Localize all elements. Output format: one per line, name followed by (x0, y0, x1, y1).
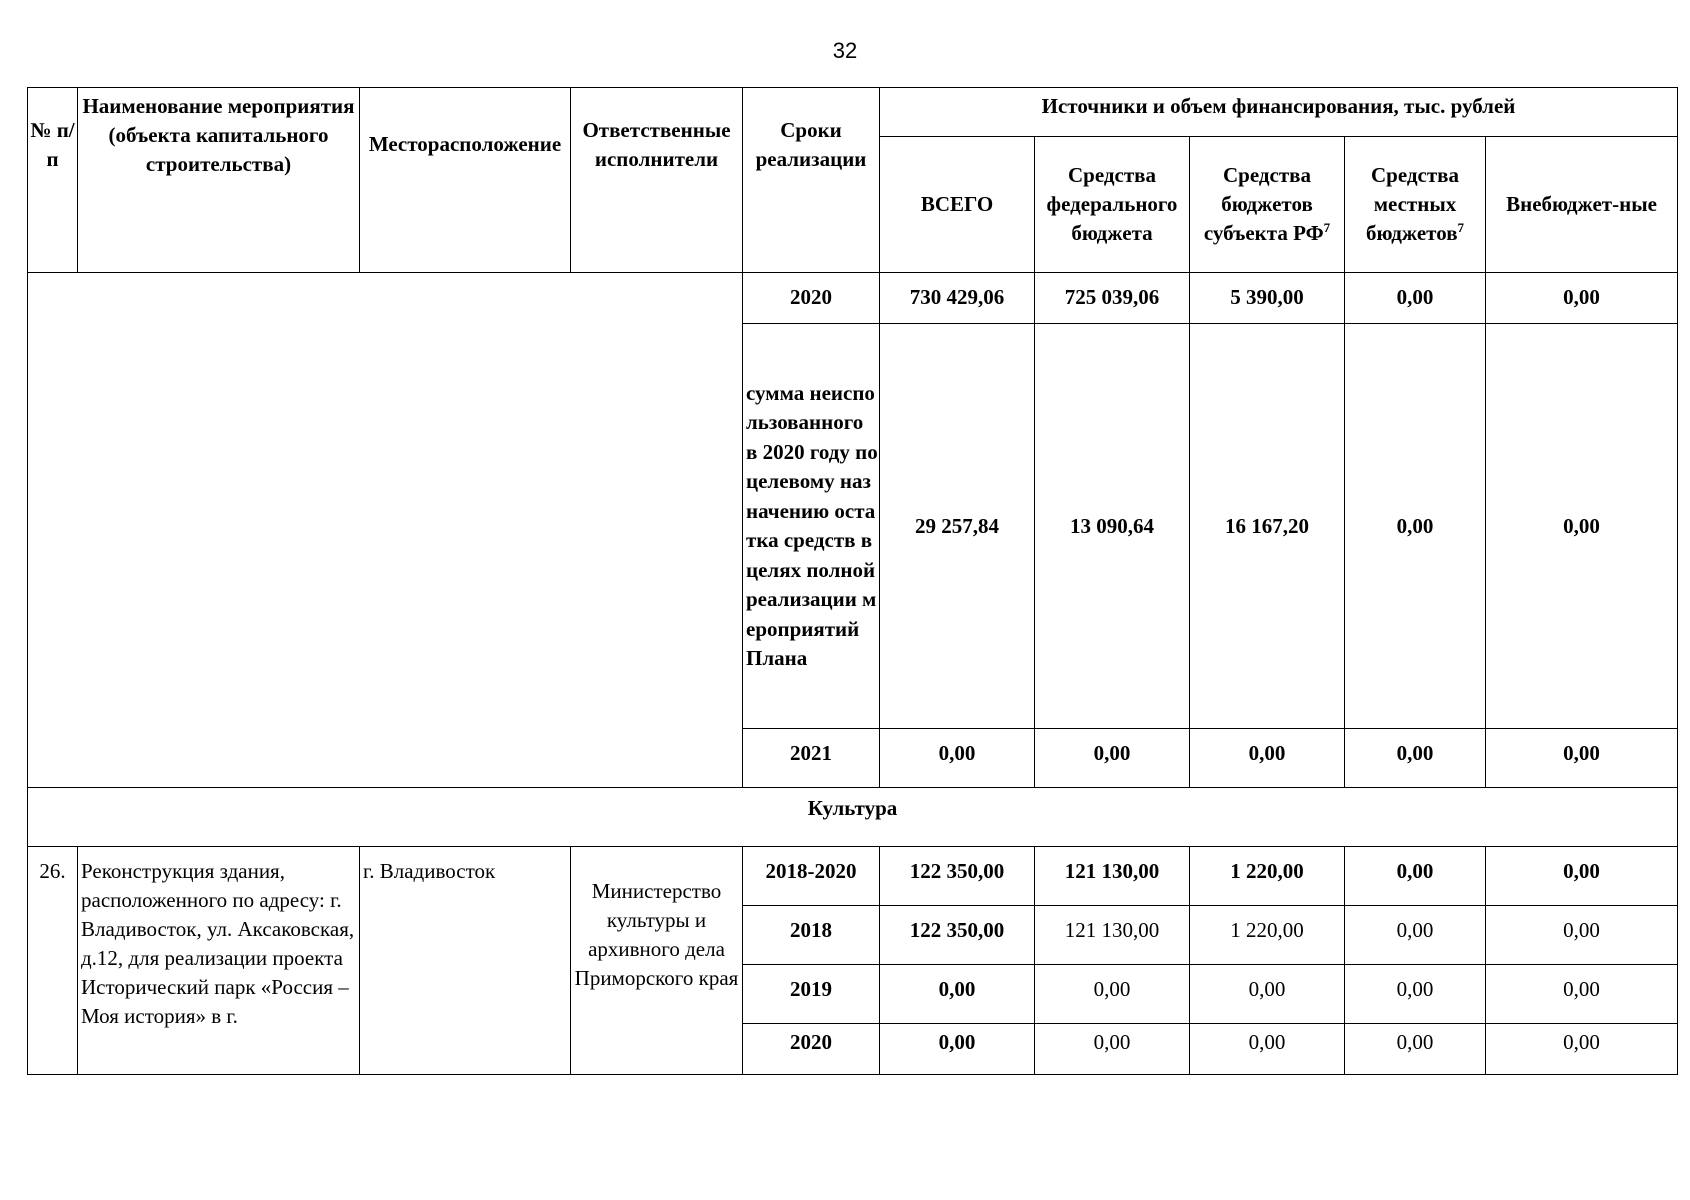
extra-cell: 0,00 (1486, 273, 1678, 324)
regional-cell: 1 220,00 (1190, 906, 1345, 965)
local-cell: 0,00 (1345, 324, 1486, 729)
total-cell: 122 350,00 (880, 906, 1035, 965)
financing-table (27, 87, 1678, 1075)
federal-cell: 121 130,00 (1035, 847, 1190, 906)
federal-cell: 13 090,64 (1035, 324, 1190, 729)
regional-cell: 16 167,20 (1190, 324, 1345, 729)
local-cell: 0,00 (1345, 965, 1486, 1024)
header-period: Сроки реализации (743, 88, 880, 273)
header-name: Наименование мероприятия (объекта капитального строительства) (78, 88, 360, 273)
federal-cell: 0,00 (1035, 729, 1190, 788)
period-cell: 2020 (743, 1024, 880, 1075)
header-num: № п/п (28, 88, 78, 273)
header-location: Месторасположение (360, 88, 571, 273)
local-cell: 0,00 (1345, 847, 1486, 906)
section-title: Культура (28, 788, 1678, 847)
regional-cell: 0,00 (1190, 965, 1345, 1024)
header-responsible: Ответственные исполнители (571, 88, 743, 273)
total-cell: 0,00 (880, 965, 1035, 1024)
total-cell: 122 350,00 (880, 847, 1035, 906)
item-name: Реконструкция здания, расположенного по адресу: г. Владивосток, ул. Аксаковская, д.12, для реализации проекта Исторический парк «Россия – Моя история» в г. (78, 847, 360, 1075)
extra-cell: 0,00 (1486, 1024, 1678, 1075)
header-local: Средства местных бюджетов$^7$ (1345, 137, 1486, 273)
period-cell: 2019 (743, 965, 880, 1024)
header-regional: Средства бюджетов субъекта $РФ^7$ (1190, 137, 1345, 273)
total-cell: 0,00 (880, 1024, 1035, 1075)
regional-cell: 5 390,00 (1190, 273, 1345, 324)
period-cell: 2018-2020 (743, 847, 880, 906)
federal-cell: 121 130,00 (1035, 906, 1190, 965)
local-cell: 0,00 (1345, 1024, 1486, 1075)
regional-cell: 0,00 (1190, 729, 1345, 788)
merged-empty-cell (28, 273, 743, 788)
period-cell: 2020 (743, 273, 880, 324)
total-cell: 730 429,06 (880, 273, 1035, 324)
local-cell: 0,00 (1345, 273, 1486, 324)
total-cell: 29 257,84 (880, 324, 1035, 729)
page-number: 32 (832, 38, 858, 63)
extra-cell: 0,00 (1486, 729, 1678, 788)
local-cell: 0,00 (1345, 906, 1486, 965)
extra-cell: 0,00 (1486, 324, 1678, 729)
header-financing: Источники и объем финансирования, тыс. рублей (880, 88, 1678, 137)
federal-cell: 725 039,06 (1035, 273, 1190, 324)
header-federal: Средства федерального бюджета (1035, 137, 1190, 273)
section-row (28, 788, 1678, 847)
extra-cell: 0,00 (1486, 965, 1678, 1024)
item-location: г. Владивосток (360, 847, 571, 1075)
period-cell: 2021 (743, 729, 880, 788)
period-cell: 2018 (743, 906, 880, 965)
header-extra: Внебюджет-ные (1486, 137, 1678, 273)
item-number: 26. (28, 847, 78, 1075)
period-cell: сумма неиспользованного в 2020 году по целевому назначению остатка средств в целях полной реализации мероприятий Плана (743, 324, 880, 729)
item-responsible: Министерство культуры и архивного дела Приморского края (571, 847, 743, 1075)
local-cell: 0,00 (1345, 729, 1486, 788)
footnote-mark: 7 (1323, 220, 1331, 235)
extra-cell: 0,00 (1486, 847, 1678, 906)
extra-cell: 0,00 (1486, 906, 1678, 965)
regional-cell: 1 220,00 (1190, 847, 1345, 906)
table-row (28, 273, 1678, 324)
federal-cell: 0,00 (1035, 965, 1190, 1024)
total-cell: 0,00 (880, 729, 1035, 788)
header-total: ВСЕГО (880, 137, 1035, 273)
regional-cell: 0,00 (1190, 1024, 1345, 1075)
footnote-mark: 7 (1457, 220, 1465, 235)
table-row (28, 847, 1678, 906)
federal-cell: 0,00 (1035, 1024, 1190, 1075)
